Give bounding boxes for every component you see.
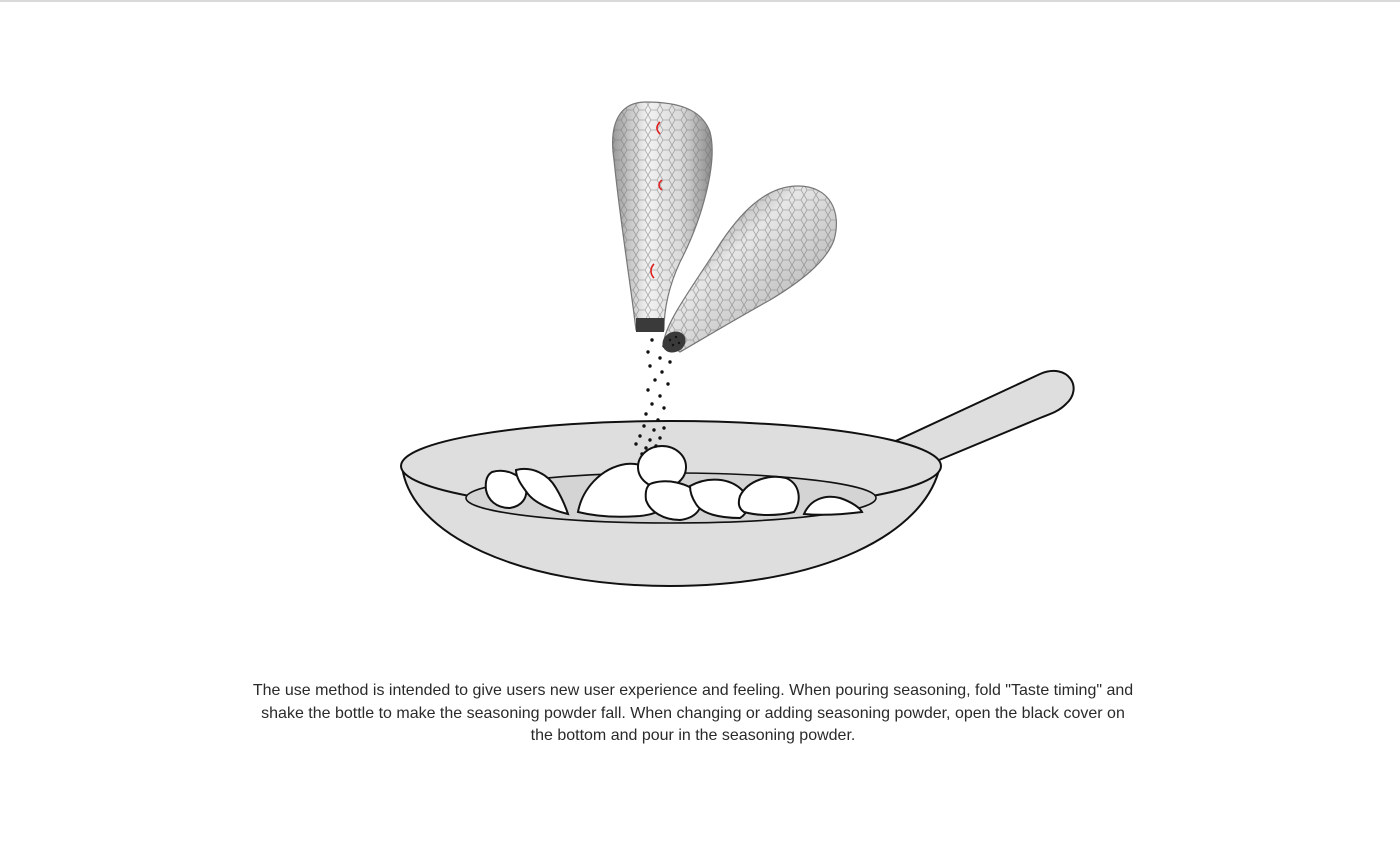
usage-description-caption: The use method is intended to give users new user experience and feeling. When pouring seasoning, fold "Taste timing" and shake the bottle to make the seasoning powder fall. When changing or adding seasoning powder, open the black cover on the bottom and pour in the seasoning powder. (252, 682, 1134, 744)
